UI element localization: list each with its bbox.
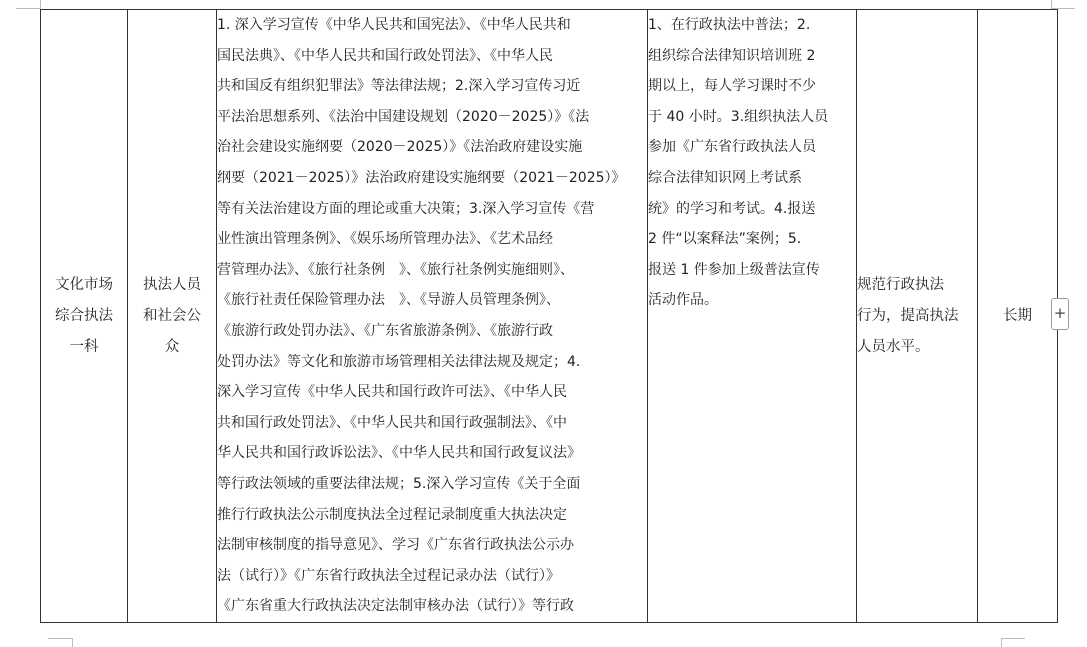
content-line: 《旅行社责任保险管理办法 》、《导游人员管理条例》、 (217, 292, 560, 309)
content-line: 等行政法领域的重要法律法规；5.深入学习宣传《关于全面 (217, 475, 581, 492)
measures-line: 报送 1 件参加上级普法宣传 (648, 261, 820, 278)
document-table (40, 9, 1058, 623)
crop-mark-bottom-left-h (48, 638, 72, 639)
content-line: 国民法典》、《中华人民共和国行政处罚法》、《中华人民 (217, 47, 553, 64)
content-line: 法（试行）》《广东省行政执法全过程记录办法（试行）》 (217, 567, 560, 584)
content-line: 共和国行政处罚法》、《中华人民共和国行政强制法》、《中 (217, 414, 567, 431)
table-row (41, 10, 1058, 623)
period-text: 长期 (1003, 307, 1032, 324)
add-row-button[interactable]: + (1051, 298, 1069, 330)
measures-line: 于 40 小时。3.组织执法人员 (648, 108, 829, 125)
content-line: 推行行政执法公示制度执法全过程记录制度重大执法决定 (217, 506, 567, 523)
goal-line: 人员水平。 (857, 338, 930, 355)
measures-line: 1、在行政执法中普法；2. (648, 17, 811, 33)
measures-line: 综合法律知识网上考试系 (648, 169, 802, 186)
measures-text (648, 10, 856, 316)
measures-line: 组织综合法律知识培训班 2 (648, 47, 816, 64)
department-line: 综合执法 (55, 307, 113, 324)
content-line: 华人民共和国行政诉讼法》、《中华人民共和国行政复议法》 (217, 445, 581, 462)
crop-mark-bottom-left-v (72, 638, 73, 647)
content-line: 纲要（2021－2025）》法治政府建设实施纲要（2021－2025）》 (217, 169, 626, 186)
measures-line: 统》的学习和考试。4.报送 (648, 200, 816, 217)
measures-line: 活动作品。 (648, 292, 718, 309)
crop-mark-top-left-v (40, 0, 41, 9)
target-line: 和社会公 (143, 307, 201, 324)
crop-mark-top-left-h (16, 8, 40, 9)
measures-line: 2 件“以案释法”案例；5. (648, 231, 802, 248)
goal-line: 行为，提高执法 (857, 307, 959, 324)
content-text (217, 10, 647, 622)
department-cell[interactable] (41, 10, 128, 623)
content-line: 法制审核制度的指导意见》、学习《广东省行政执法公示办 (217, 537, 574, 554)
content-line: 共和国反有组织犯罪法》等法律法规；2.深入学习宣传习近 (217, 78, 581, 95)
content-line: 处罚办法》等文化和旅游市场管理相关法律法规及规定；4. (217, 353, 581, 370)
content-line: 《广东省重大行政执法决定法制审核办法（试行）》等行政 (217, 598, 574, 615)
department-line: 文化市场 (55, 276, 113, 293)
content-line: 平法治思想系列、《法治中国建设规划（2020－2025）》《法 (217, 108, 590, 125)
target-cell[interactable] (128, 10, 217, 623)
content-line: 等有关法治建设方面的理论或重大决策；3.深入学习宣传《营 (217, 200, 595, 217)
crop-mark-bottom-right-h (1001, 638, 1025, 639)
goal-line: 规范行政执法 (857, 276, 944, 293)
measures-line: 参加《广东省行政执法人员 (648, 139, 816, 156)
goal-cell[interactable] (857, 10, 978, 623)
content-line: 《旅游行政处罚办法》、《广东省旅游条例》、《旅游行政 (217, 322, 553, 339)
target-line: 执法人员 (143, 276, 201, 293)
content-line: 业性演出管理条例》、《娱乐场所管理办法》、《艺术品经 (217, 231, 553, 248)
crop-mark-bottom-right-v (1001, 638, 1002, 647)
crop-mark-top-right-v (1051, 0, 1052, 9)
content-line: 营管理办法》、《旅行社条例 》、《旅行社条例实施细则》、 (217, 261, 574, 278)
content-line: 治社会建设实施纲要（2020－2025）》《法治政府建设实施 (217, 139, 583, 156)
content-line: 1. 深入学习宣传《中华人民共和国宪法》、《中华人民共和 (217, 17, 571, 33)
measures-cell[interactable] (648, 10, 857, 623)
target-line: 众 (164, 338, 180, 355)
measures-line: 期以上，每人学习课时不少 (648, 78, 816, 95)
content-cell[interactable] (217, 10, 648, 623)
department-line: 一科 (69, 338, 99, 355)
content-line: 深入学习宣传《中华人民共和国行政许可法》、《中华人民 (217, 384, 567, 401)
period-cell[interactable] (978, 10, 1058, 623)
